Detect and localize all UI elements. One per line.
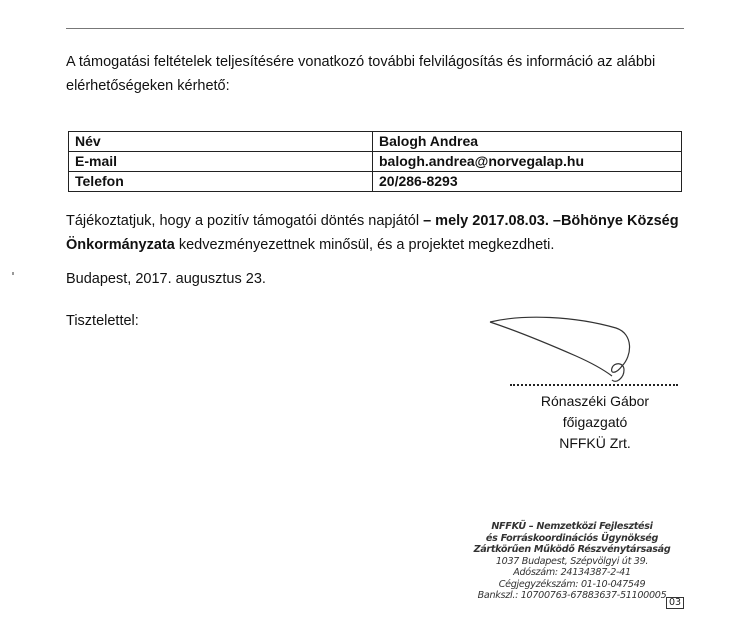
contact-label-email: E-mail: [69, 152, 373, 172]
notice-text-start: Tájékoztatjuk, hogy a pozitív támogatói döntés napjától: [66, 213, 420, 229]
signer-title: főigazgató: [562, 414, 628, 430]
signer-block: [520, 391, 670, 454]
contact-label-name: Név: [69, 132, 373, 152]
stamp-line: NFFKÜ – Nemzetközi Fejlesztési: [491, 521, 653, 532]
header-divider: [66, 28, 684, 29]
notice-text-end: kedvezményezettnek minősül, és a projektet megkezdheti.: [174, 237, 555, 253]
page-number-box: 03: [666, 597, 684, 609]
table-row: [69, 132, 682, 152]
stamp-line: és Forráskoordinációs Ügynökség: [485, 532, 659, 544]
stamp-line: Bankszl.: 10700763-67883637-51100005: [477, 590, 667, 601]
signer-org: NFFKÜ Zrt.: [559, 435, 631, 451]
signer-name: Rónaszéki Gábor: [540, 393, 650, 409]
scan-speck: [12, 272, 14, 275]
contact-value-email: balogh.andrea@norvegalap.hu: [373, 152, 682, 172]
company-stamp: [462, 521, 682, 602]
table-row: [69, 172, 682, 192]
contact-value-name: Balogh Andrea: [373, 132, 682, 152]
table-row: [69, 152, 682, 172]
contact-table: [68, 131, 682, 192]
notice-paragraph: [66, 209, 691, 257]
signature-line: [510, 384, 678, 386]
contact-value-phone: 20/286-8293: [373, 172, 682, 192]
handwritten-signature: [484, 312, 634, 392]
stamp-line: Zártkörűen Működő Részvénytársaság: [473, 544, 671, 555]
contact-label-phone: Telefon: [69, 172, 373, 192]
notice-text-bold: – mely 2017.08.03. –Böhönye Község Önkormányzata: [66, 213, 679, 253]
place-date: Budapest, 2017. augusztus 23.: [66, 271, 266, 287]
stamp-line: 1037 Budapest, Szépvölgyi út 39.: [495, 555, 649, 567]
intro-paragraph: A támogatási feltételek teljesítésére vonatkozó további felvilágosítás és információ az alábbi elérhetőségeken kérhető:: [66, 54, 656, 94]
stamp-line: Adószám: 24134387-2-41: [513, 567, 631, 578]
stamp-line: Cégjegyzékszám: 01-10-047549: [498, 578, 646, 590]
greeting: Tisztelettel:: [66, 313, 139, 329]
